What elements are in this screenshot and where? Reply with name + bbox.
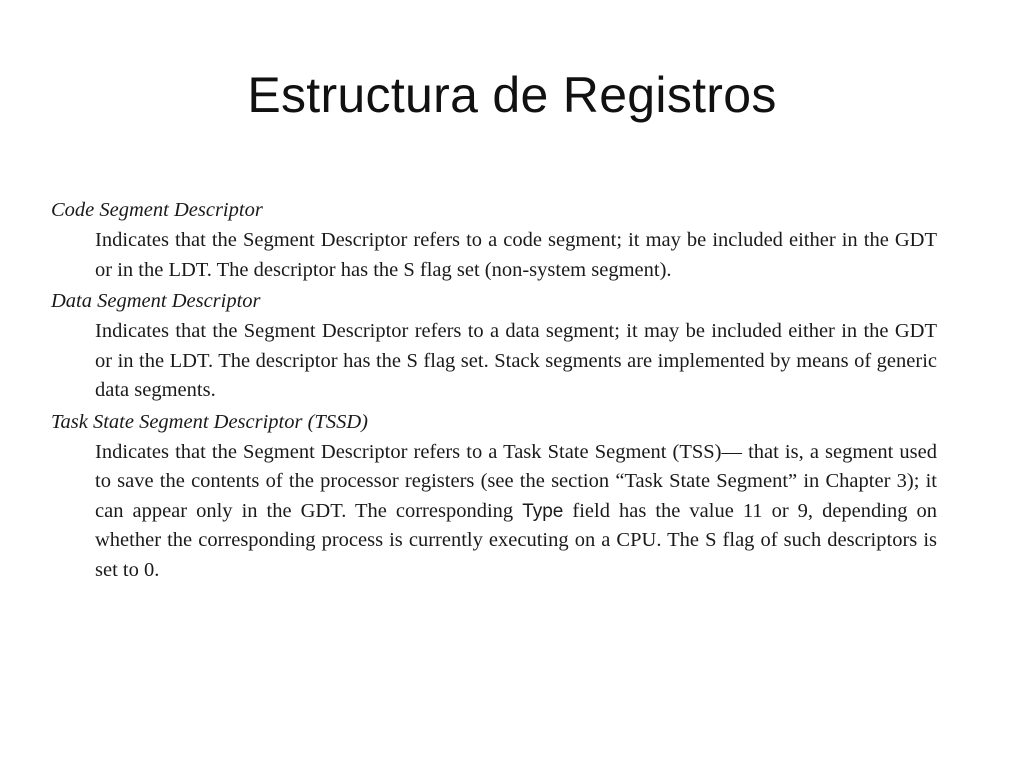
definition-task-state-segment-descriptor	[95, 438, 937, 586]
definition-code-segment-descriptor: Indicates that the Segment Descriptor refers to a code segment; it may be included either in the GDT or in the LDT. The descriptor has the S flag set (non-system segment).	[95, 229, 937, 281]
term-code-segment-descriptor: Code Segment Descriptor	[51, 199, 263, 221]
definition-text-part-2: field has the value 11 or 9, depending on whether the corresponding process is currently executing on a CPU. The S flag of such descriptors is set to 0.	[95, 499, 937, 581]
definition-entry-tssd	[48, 406, 948, 586]
scanned-text-excerpt	[48, 194, 948, 674]
definition-text-part-1: Indicates that the Segment Descriptor refers to a Task State Segment (TSS)— that is, a segment used to save the contents of the processor registers (see the section “Task State Segment” in Chapter 3); it can appear only in the GDT. The corresponding	[95, 440, 937, 522]
definition-entry-code-segment	[48, 194, 948, 285]
term-data-segment-descriptor: Data Segment Descriptor	[51, 290, 261, 312]
type-field-name: Type	[522, 500, 564, 522]
definition-entry-data-segment	[48, 285, 948, 406]
term-task-state-segment-descriptor: Task State Segment Descriptor (TSSD)	[51, 410, 368, 433]
definition-data-segment-descriptor: Indicates that the Segment Descriptor refers to a data segment; it may be included either in the GDT or in the LDT. The descriptor has the S flag set. Stack segments are implemented by means of generic data segments.	[95, 320, 937, 401]
slide-title: Estructura de Registros	[247, 67, 777, 123]
